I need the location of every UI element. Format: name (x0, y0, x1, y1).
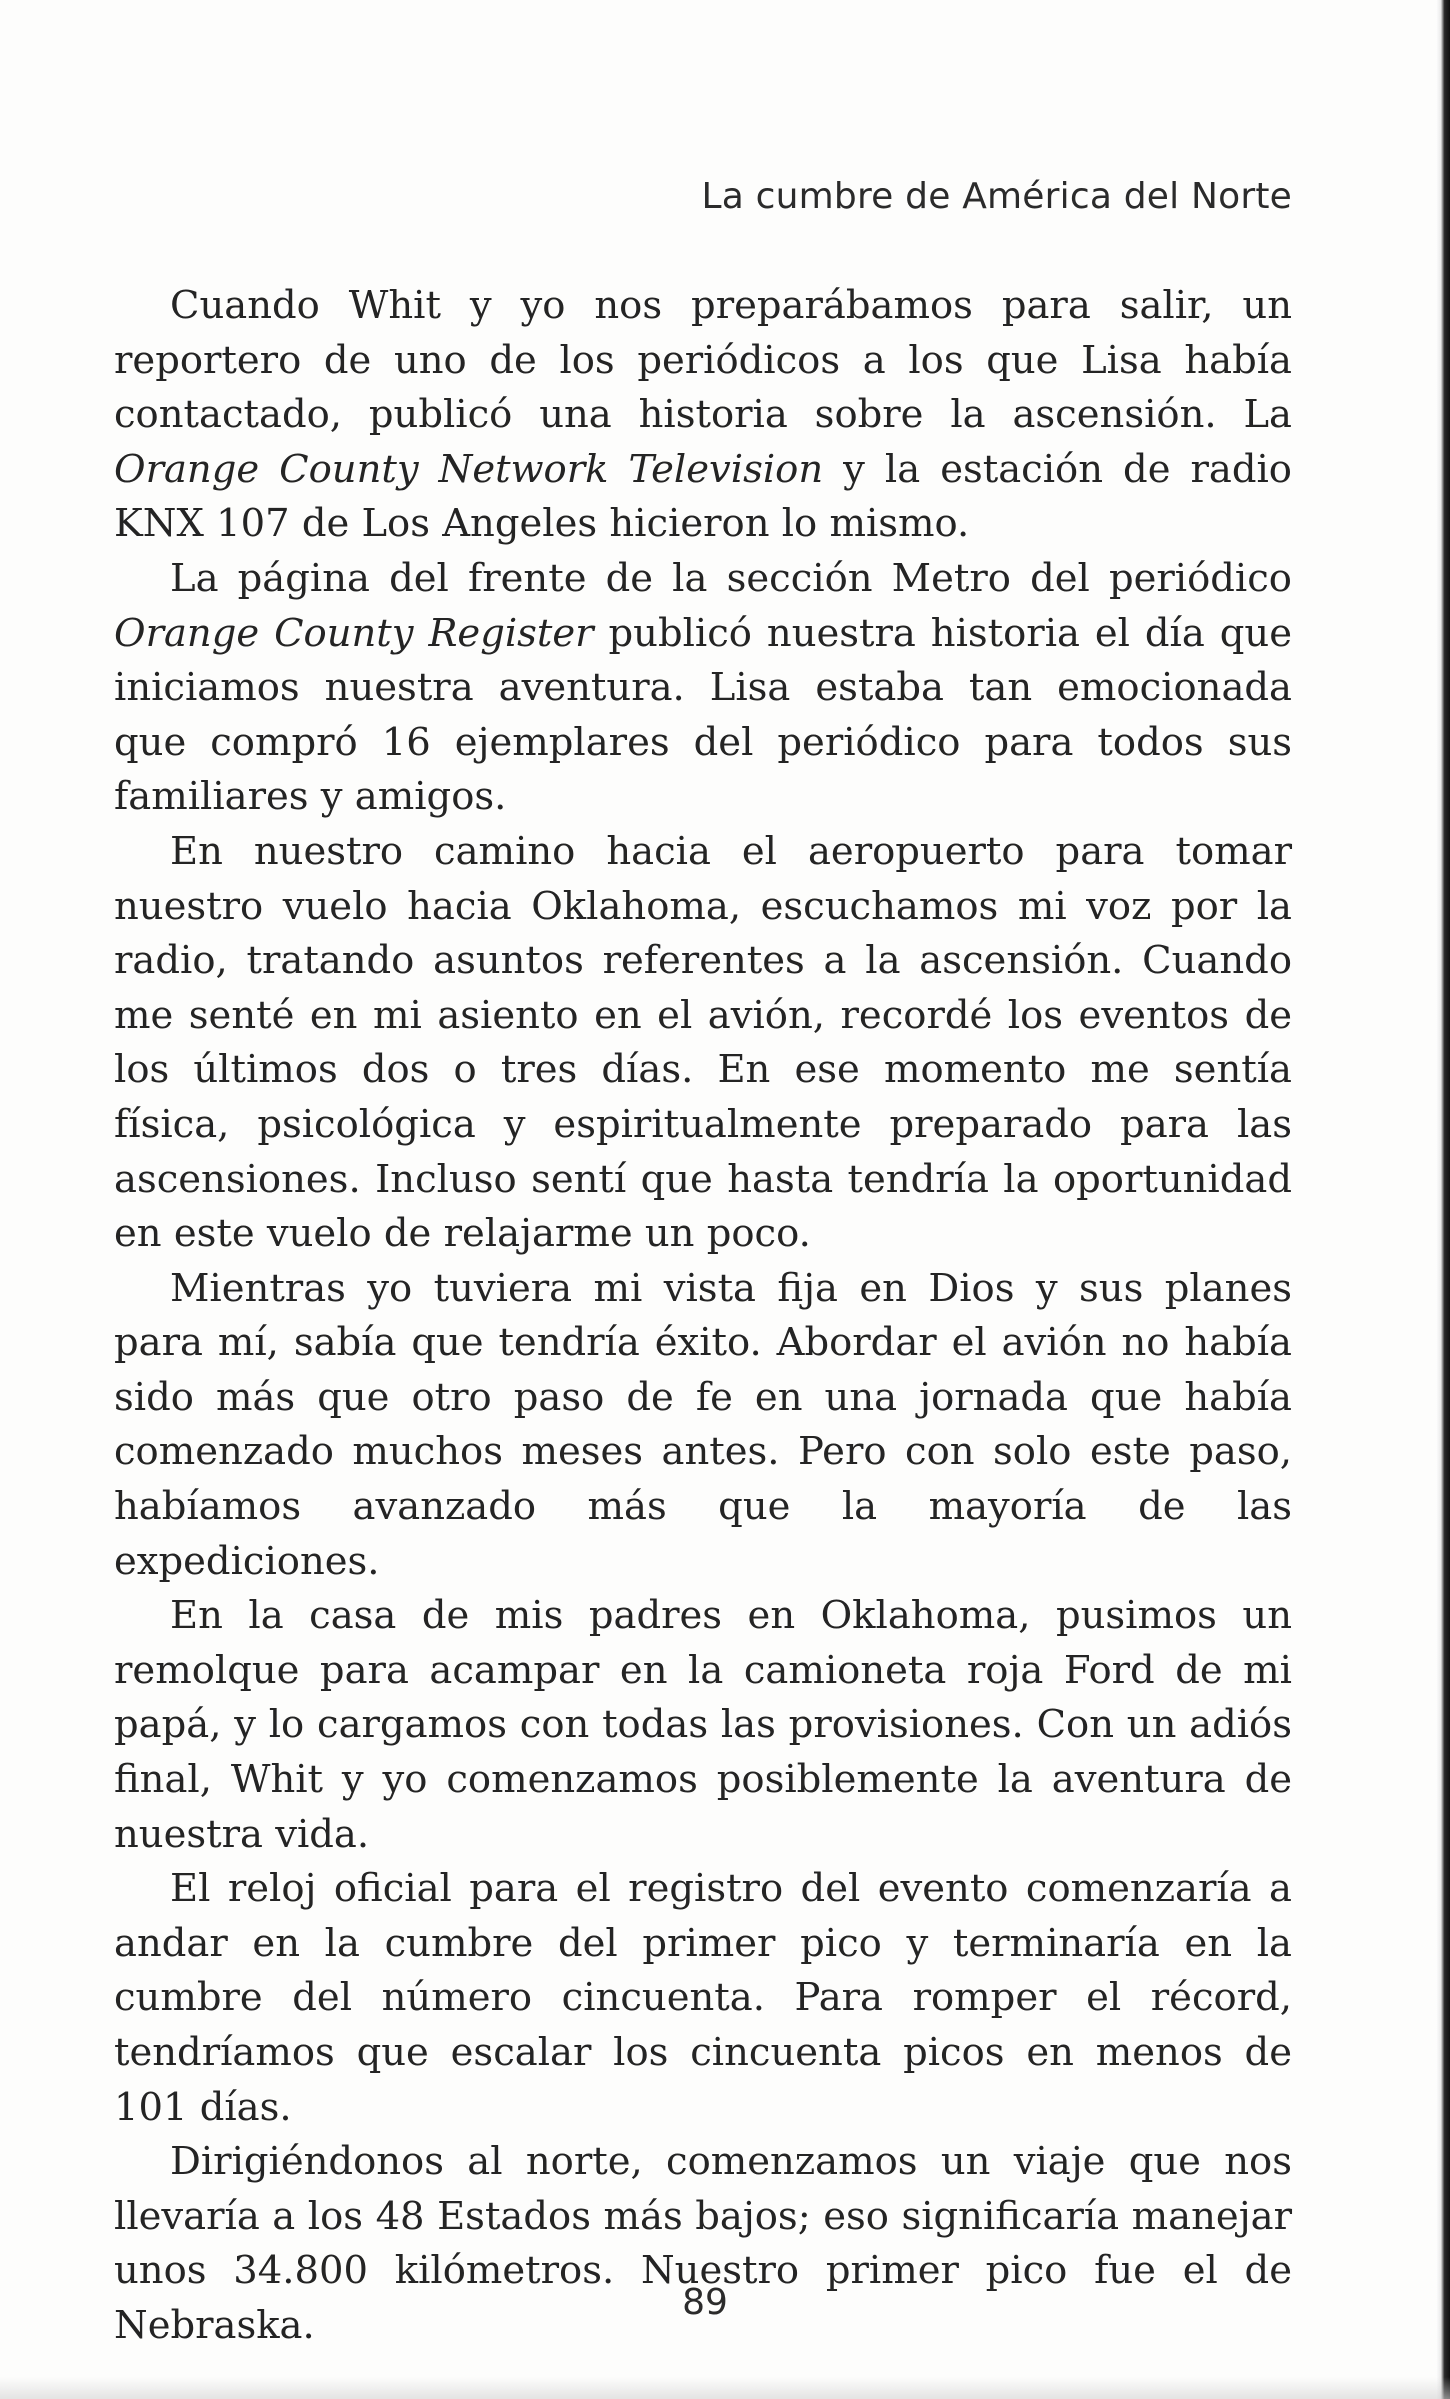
paragraph-6: El reloj oficial para el registro del evento comenzaría a andar en la cumbre del primer pico y terminaría en la cumbre del número cincuenta. Para romper el récord, tendríamos que escalar los cincuenta picos en menos de 101 días. (114, 1866, 1292, 2130)
page-bottom-shadow (0, 2377, 1450, 2399)
paragraph-7: Dirigiéndonos al norte, comenzamos un viaje que nos llevaría a los 48 Estados más bajos; eso significaría manejar unos 34.800 kilómetros. Nuestro primer pico fue el de Nebraska. (114, 2139, 1292, 2348)
page-number: 89 (682, 2282, 728, 2323)
paragraph-2: La página del frente de la sección Metro del periódico Orange County Register publicó nuestra historia el día que iniciamos nuestra aventura. Lisa estaba tan emocionada que compró 16 ejemplares del periódico para todos sus familiares y amigos. (114, 555, 1292, 820)
paragraph-5: En la casa de mis padres en Oklahoma, pusimos un remolque para acampar en la camioneta roja Ford de mi papá, y lo cargamos con todas las provisiones. Con un adiós final, Whit y yo comenzamos posiblemente la aventura de nuestra vida. (114, 1593, 1292, 1857)
body-text (114, 279, 1292, 2354)
italic-title: Orange County Network Television (114, 446, 824, 492)
paragraph-1: Cuando Whit y yo nos preparábamos para salir, un reportero de uno de los periódicos a los que Lisa había contactado, publicó una historia sobre la ascensión. La Orange County Network Television y la estación de radio KNX 107 de Los Angeles hicieron lo mismo. (114, 283, 1292, 547)
running-head: La cumbre de América del Norte (701, 176, 1292, 217)
page-edge-shadow (1436, 0, 1450, 2399)
paragraph-3: En nuestro camino hacia el aeropuerto para tomar nuestro vuelo hacia Oklahoma, escuchamos mi voz por la radio, tratando asuntos referentes a la ascensión. Cuando me senté en mi asiento en el avión, recordé los eventos de los últimos dos o tres días. En ese momento me sentía física, psicológica y espiritualmente preparado para las ascensiones. Incluso sentí que hasta tendría la oportunidad en este vuelo de relajarme un poco. (114, 828, 1292, 1257)
paragraph-4: Mientras yo tuviera mi vista fija en Dios y sus planes para mí, sabía que tendría éxito. Abordar el avión no había sido más que otro paso de fe en una jornada que había comenzado muchos meses antes. Pero con solo este paso, habíamos avanzado más que la mayoría de las expediciones. (114, 1265, 1292, 1584)
italic-title: Orange County Register (114, 610, 594, 656)
